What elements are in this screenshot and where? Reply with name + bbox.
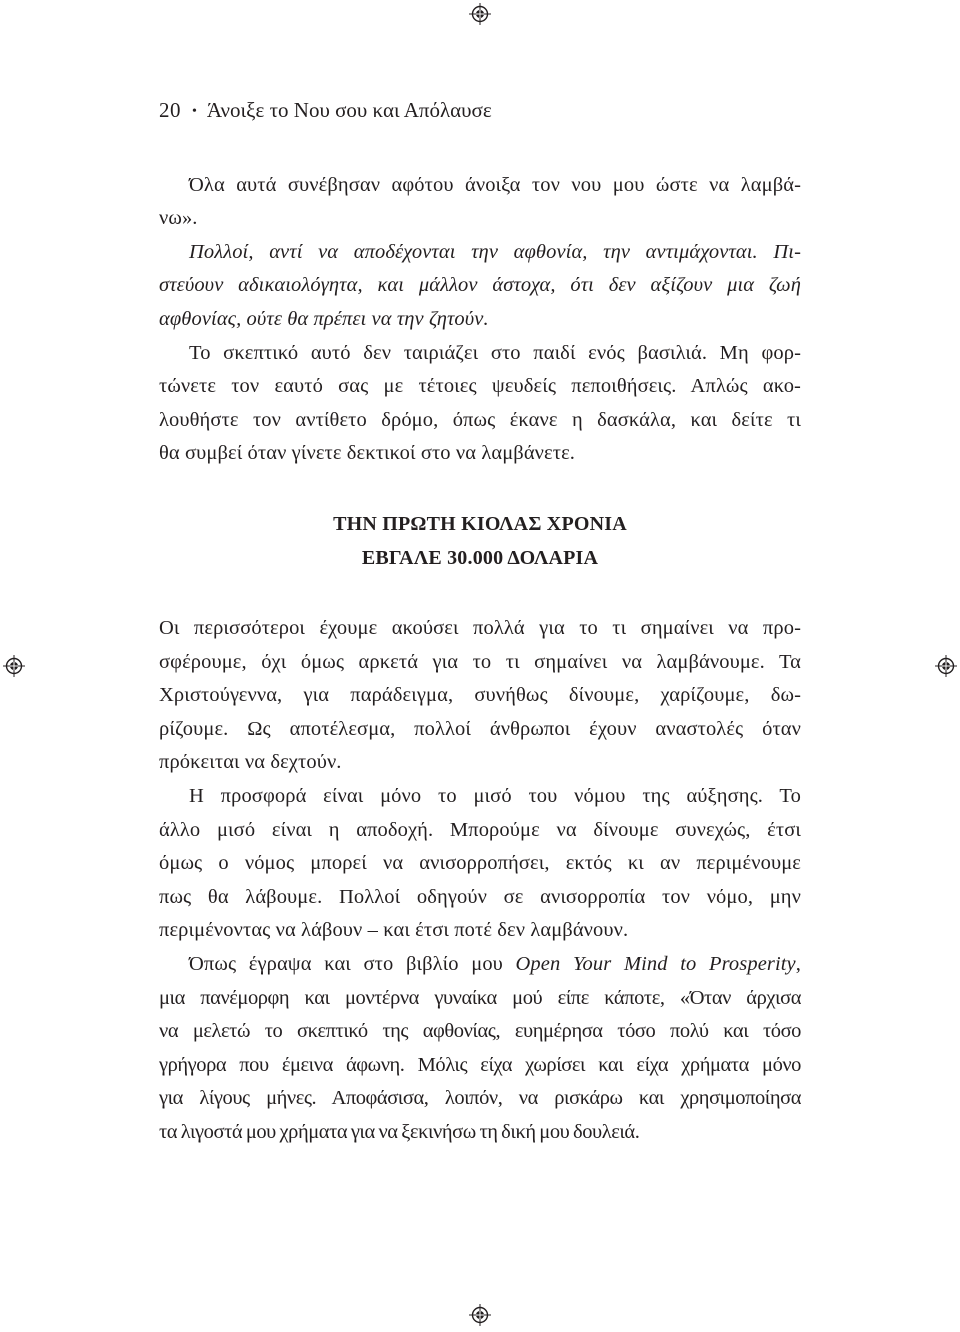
text-line: τώνετε τον εαυτό σας με τέτοιες ψευδείς πεποιθήσεις. Απλώς ακο-: [159, 375, 801, 397]
text-line: γρήγορα που έμεινα άφωνη. Μόλις είχα χωρίσει και είχα χρήματα μόνο: [159, 1054, 801, 1076]
separator-bullet-icon: •: [192, 104, 197, 119]
text-line: στεύουν αδικαιολόγητα, και μάλλον άστοχα, ότι δεν αξίζουν μια ζωή: [159, 274, 801, 296]
text-line: για λίγους μήνες. Αποφάσισα, λοιπόν, να ρισκάρω και χρησιμοποίησα: [159, 1087, 801, 1109]
text-line: [189, 951, 801, 977]
registration-mark-icon: [469, 3, 491, 25]
text-line: Όλα αυτά συνέβησαν αφότου άνοιξα τον νου μου ώστε να λαμβά-: [189, 174, 801, 196]
text-line: άλλο μισό είναι η αποδοχή. Μπορούμε να δίνουμε συνεχώς, έτσι: [159, 819, 801, 841]
page-number: 20: [159, 98, 181, 122]
section-heading: ΕΒΓΑΛΕ 30.000 ΔΟΛΑΡΙΑ: [361, 547, 599, 569]
text-line: Χριστούγεννα, για παράδειγμα, συνήθως δίνουμε, χαρίζουμε, δω-: [159, 684, 801, 706]
text-line: όμως ο νόμος μπορεί να ανισορροπήσει, εκτός κι αν περιμένουμε: [159, 852, 801, 874]
text-line: θα συμβεί όταν γίνετε δεκτικοί στο να λαμβάνετε.: [159, 442, 576, 464]
text-line: τα λιγοστά μου χρήματα για να ξεκινήσω τη δική μου δουλειά.: [159, 1121, 640, 1143]
text-line: νω».: [159, 207, 198, 229]
registration-mark-icon: [3, 655, 25, 677]
registration-mark-icon: [935, 655, 957, 677]
text-line: λουθήστε τον αντίθετο δρόμο, όπως έκανε η δασκάλα, και δείτε τι: [159, 409, 801, 431]
text-line: Οι περισσότεροι έχουμε ακούσει πολλά για το τι σημαίνει να προ-: [159, 617, 801, 639]
text-line: πρόκειται να δεχτούν.: [159, 751, 342, 773]
registration-mark-icon: [469, 1304, 491, 1326]
text-run: Όπως έγραψα και στο βιβλίο μου: [189, 953, 516, 975]
text-line: ρίζουμε. Ως αποτέλεσμα, πολλοί άνθρωποι έχουν αναστολές όταν: [159, 718, 801, 740]
text-line: Το σκεπτικό αυτό δεν ταιριάζει στο παιδί ενός βασιλιά. Μη φορ-: [189, 342, 801, 364]
text-line: περιμένοντας να λάβουν – και έτσι ποτέ δεν λαμβάνουν.: [159, 919, 629, 941]
text-line: Πολλοί, αντί να αποδέχονται την αφθονία, την αντιμάχονται. Πι-: [189, 241, 801, 263]
text-line: Η προσφορά είναι μόνο το μισό του νόμου της αύξησης. Το: [189, 785, 801, 807]
book-title: Άνοιξε το Νου σου και Απόλαυσε: [206, 98, 492, 122]
text-line: μια πανέμορφη και μοντέρνα γυναίκα μού είπε κάποτε, «Όταν άρχισα: [159, 987, 801, 1009]
text-line: σφέρουμε, όχι όμως αρκετά για το τι σημαίνει να λαμβάνουμε. Τα: [159, 651, 801, 673]
section-heading: ΤΗΝ ΠΡΩΤΗ ΚΙΟΛΑΣ ΧΡΟΝΙΑ: [333, 513, 627, 535]
text-line: να μελετώ το σκεπτικό της αφθονίας, ευημέρησα τόσο πολύ και τόσο: [159, 1020, 801, 1042]
text-line: πως θα λάβουμε. Πολλοί οδηγούν σε ανισορροπία τον νόμο, μην: [159, 886, 801, 908]
text-run: ,: [795, 953, 801, 975]
running-head: [159, 96, 492, 128]
book-title-reference: Open Your Mind to Prosperity: [515, 953, 796, 975]
text-line: αφθονίας, ούτε θα πρέπει να την ζητούν.: [159, 308, 489, 330]
